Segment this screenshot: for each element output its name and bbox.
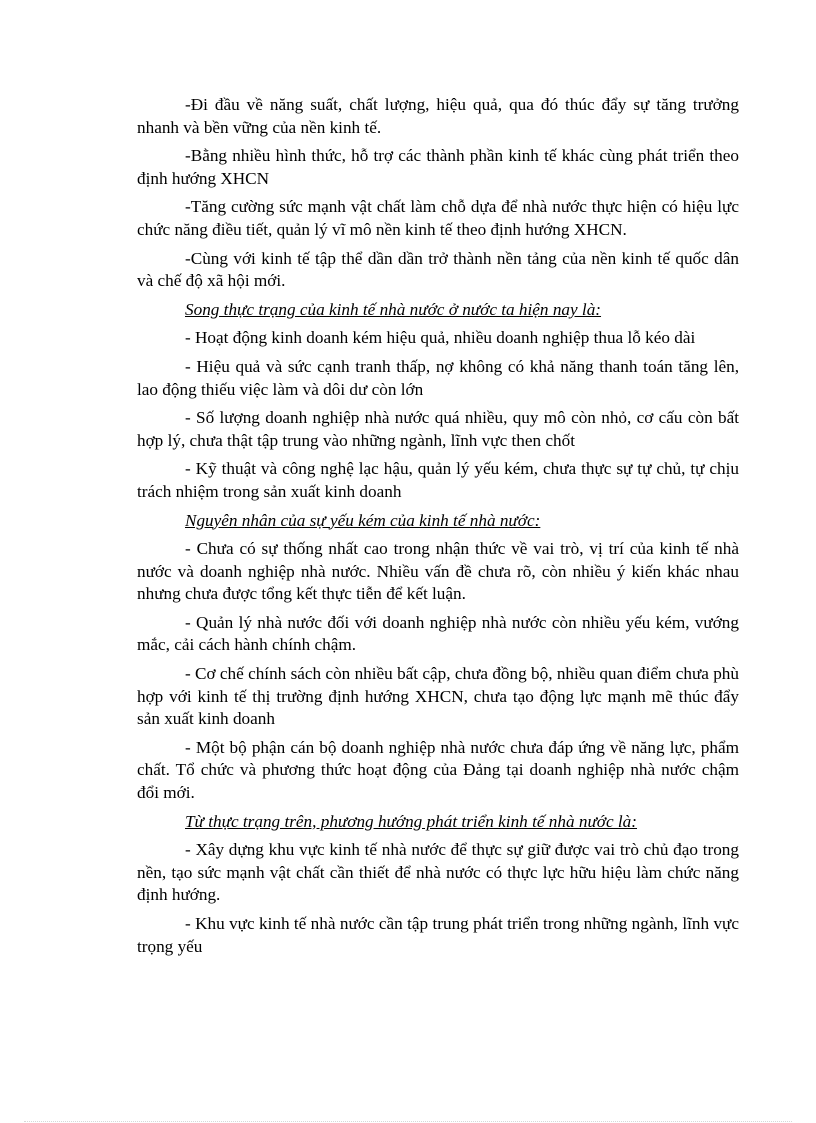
paragraph: - Hiệu quả và sức cạnh tranh thấp, nợ không có khả năng thanh toán tăng lên, lao động thiếu việc làm và dôi dư còn lớn	[137, 356, 739, 399]
paragraph: - Quản lý nhà nước đối với doanh nghiệp nhà nước còn nhiều yếu kém, vướng mắc, cải cách hành chính chậm.	[137, 612, 739, 655]
paragraph: - Xây dựng khu vực kinh tế nhà nước để thực sự giữ được vai trò chủ đạo trong nền, tạo sức mạnh vật chất cần thiết để nhà nước có thực lực hữu hiệu làm chức năng định hướng.	[137, 840, 739, 905]
paragraph: - Một bộ phận cán bộ doanh nghiệp nhà nước chưa đáp ứng về năng lực, phẩm chất. Tổ chức và phương thức hoạt động của Đảng tại doanh nghiệp nhà nước chậm đổi mới.	[137, 737, 739, 803]
paragraph: - Chưa có sự thống nhất cao trong nhận thức về vai trò, vị trí của kinh tế nhà nước và doanh nghiệp nhà nước. Nhiều vấn đề chưa rõ, còn nhiều ý kiến khác nhau nhưng chưa được tổng kết thực tiễn để kết luận.	[137, 539, 739, 604]
paragraph: -Đi đầu về năng suất, chất lượng, hiệu quả, qua đó thúc đẩy sự tăng trưởng nhanh và bền vững của nền kinh tế.	[137, 95, 739, 137]
paragraph: - Cơ chế chính sách còn nhiều bất cập, chưa đồng bộ, nhiều quan điểm chưa phù hợp với kinh tế thị trường định hướng XHCN, chưa tạo động lực mạnh mẽ thúc đẩy sản xuất kinh doanh	[137, 664, 739, 729]
paragraph: - Hoạt động kinh doanh kém hiệu quả, nhiều doanh nghiệp thua lỗ kéo dài	[185, 328, 696, 348]
paragraph: - Kỹ thuật và công nghệ lạc hậu, quản lý yếu kém, chưa thực sự tự chủ, tự chịu trách nhiệm trong sản xuất kinh doanh	[137, 459, 739, 501]
paragraph: - Khu vực kinh tế nhà nước cần tập trung phát triển trong những ngành, lĩnh vực trọng yếu	[137, 914, 739, 956]
paragraph: - Số lượng doanh nghiệp nhà nước quá nhiều, quy mô còn nhỏ, cơ cấu còn bất hợp lý, chưa thật tập trung vào những ngành, lĩnh vực then chốt	[137, 408, 739, 450]
document-page	[137, 94, 739, 964]
section-heading: Nguyên nhân của sự yếu kém của kinh tế nhà nước:	[185, 510, 541, 530]
page-bottom-rule	[24, 1121, 792, 1122]
paragraph: -Bằng nhiều hình thức, hỗ trợ các thành phần kinh tế khác cùng phát triển theo định hướng XHCN	[137, 146, 739, 188]
paragraph: -Tăng cường sức mạnh vật chất làm chỗ dựa để nhà nước thực hiện có hiệu lực chức năng điều tiết, quản lý vĩ mô nền kinh tế theo định hướng XHCN.	[137, 197, 739, 239]
section-heading: Song thực trạng của kinh tế nhà nước ở nước ta hiện nay là:	[185, 299, 602, 319]
paragraph: -Cùng với kinh tế tập thể dần dần trở thành nền tảng của nền kinh tế quốc dân và chế độ xã hội mới.	[137, 248, 739, 291]
section-heading: Từ thực trạng trên, phương hướng phát triển kinh tế nhà nước là:	[185, 811, 638, 831]
